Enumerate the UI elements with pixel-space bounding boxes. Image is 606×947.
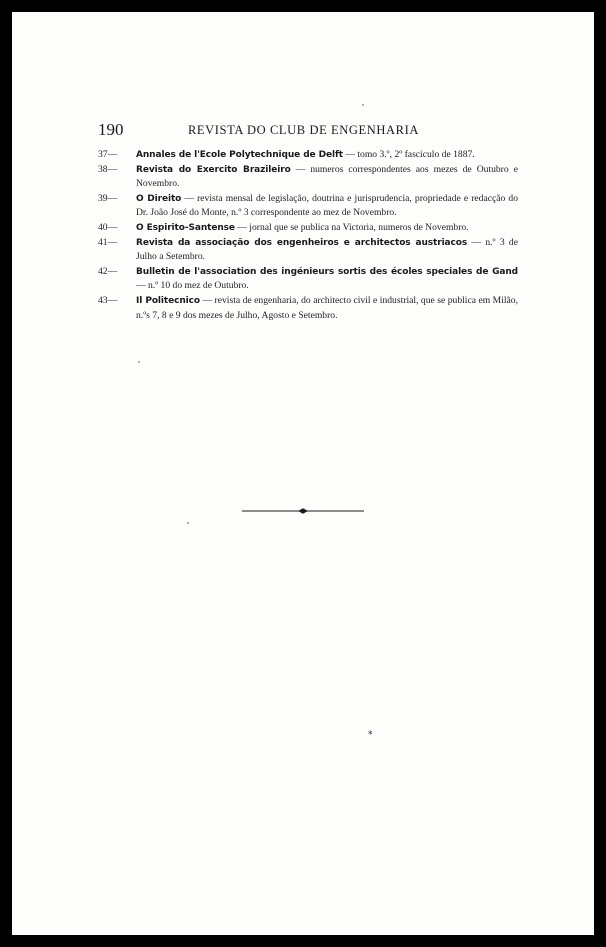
entry-number: 41— bbox=[98, 236, 118, 248]
section-divider-ornament bbox=[242, 506, 364, 516]
entry-text: — n.º 3 de Julho a Setembro. bbox=[136, 236, 518, 263]
periodicals-list bbox=[98, 148, 518, 323]
entry-text: — n.º 10 do mez de Outubro. bbox=[136, 280, 249, 292]
entry-number: 38— bbox=[98, 163, 118, 175]
entry-number: 42— bbox=[98, 265, 118, 277]
speck bbox=[138, 361, 140, 363]
entry-number: 37— bbox=[98, 149, 118, 160]
entry-title: Annales de l'Ecole Polytechnique de Delft bbox=[136, 150, 343, 160]
entry-number: 40— bbox=[98, 221, 118, 233]
list-item bbox=[98, 265, 518, 294]
list-item bbox=[98, 294, 518, 323]
speck bbox=[187, 522, 189, 524]
entry-text: — revista mensal de legislação, doutrina e jurisprudencia, propriedade e redacção do Dr. João José do Monte, n.º 3 correspondente ao mez de Novembro. bbox=[136, 192, 518, 219]
page-number: 190 bbox=[98, 120, 124, 139]
running-title: REVISTA DO CLUB DE ENGENHARIA bbox=[188, 123, 419, 137]
entry-text: — revista de engenharia, do architecto civil e industrial, que se publica em Milão, n.ºs 7, 8 e 9 dos mezes de Julho, Agosto e Setembro. bbox=[136, 294, 518, 321]
list-item bbox=[98, 192, 518, 221]
footer-asterisk: * bbox=[368, 730, 373, 740]
entry-text: — jornal que se publica na Victoria, numeros de Novembro. bbox=[234, 221, 469, 233]
list-item bbox=[98, 236, 518, 265]
entry-title: O Direito bbox=[136, 193, 182, 204]
entry-number: 39— bbox=[98, 192, 118, 204]
entry-text: — numeros correspondentes aos mezes de Outubro e Novembro. bbox=[136, 163, 518, 190]
list-item bbox=[98, 148, 518, 163]
list-item bbox=[98, 163, 518, 192]
entry-title: Bulletin de l'association des ingénieurs sortis des écoles speciales de Gand bbox=[136, 266, 518, 277]
entry-title: Revista do Exercito Brazileiro bbox=[136, 164, 291, 175]
entry-title: O Espirito-Santense bbox=[136, 222, 235, 233]
list-item bbox=[98, 221, 518, 236]
entry-title: Il Politecnico bbox=[136, 295, 200, 306]
page-header bbox=[98, 120, 518, 142]
entry-number: 43— bbox=[98, 294, 118, 306]
scanned-page bbox=[12, 12, 594, 935]
entry-title: Revista da associação dos engenheiros e architectos austriacos bbox=[136, 237, 468, 248]
speck bbox=[362, 104, 364, 106]
entry-text: — tomo 3.º, 2º fasciculo de 1887. bbox=[342, 149, 475, 160]
